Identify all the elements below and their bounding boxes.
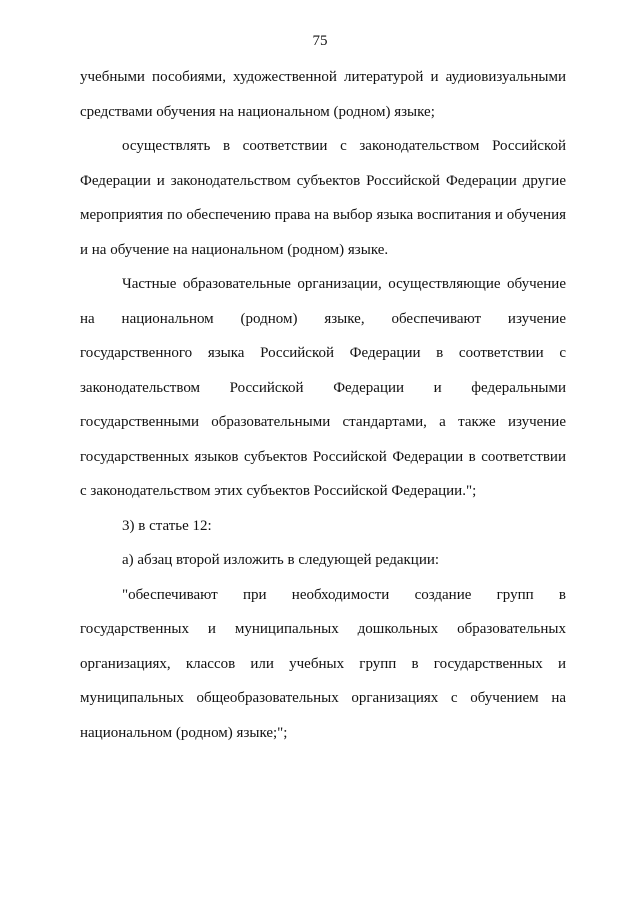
text-line: Частные образовательные организации, осуществляющие обучение [122,276,566,292]
text-line: мероприятия по обеспечению права на выбор языка воспитания и обучения [80,207,566,223]
text-line: а) абзац второй изложить в следующей редакции: [122,552,440,568]
text-line: осуществлять в соответствии с законодательством Российской [122,138,566,154]
paragraph [80,543,566,578]
text-line: государственных и муниципальных дошкольных образовательных [80,621,566,637]
paragraph [80,60,566,129]
paragraph [80,509,566,544]
text-line: "обеспечивают при необходимости создание групп в [122,586,566,603]
text-line: государственных языков субъектов Российской Федерации в соответствии [80,448,566,465]
text-line: на национальном (родном) языке, обеспечивают изучение [80,310,566,327]
text-line: 3) в статье 12: [122,517,212,534]
text-line: и на обучение на национальном (родном) языке. [80,241,389,258]
paragraph [80,129,566,267]
document-body [80,60,566,750]
text-line: средствами обучения на национальном (родном) языке; [80,103,435,120]
page-number: 75 [312,33,328,49]
text-line: национальном (родном) языке;"; [80,724,288,741]
text-line: организациях, классов или учебных групп в государственных и [80,655,566,672]
paragraph [80,578,566,751]
text-line: государственными образовательными стандартами, а также изучение [80,414,566,430]
text-line: государственного языка Российской Федерации в соответствии с [80,345,566,361]
text-line: учебными пособиями, художественной литературой и аудиовизуальными [80,69,566,85]
text-line: с законодательством этих субъектов Российской Федерации."; [80,483,477,499]
text-line: муниципальных общеобразовательных организациях с обучением на [80,690,566,706]
text-line: Федерации и законодательством субъектов Российской Федерации другие [80,172,566,189]
text-line: законодательством Российской Федерации и федеральными [80,379,566,396]
paragraph [80,267,566,509]
